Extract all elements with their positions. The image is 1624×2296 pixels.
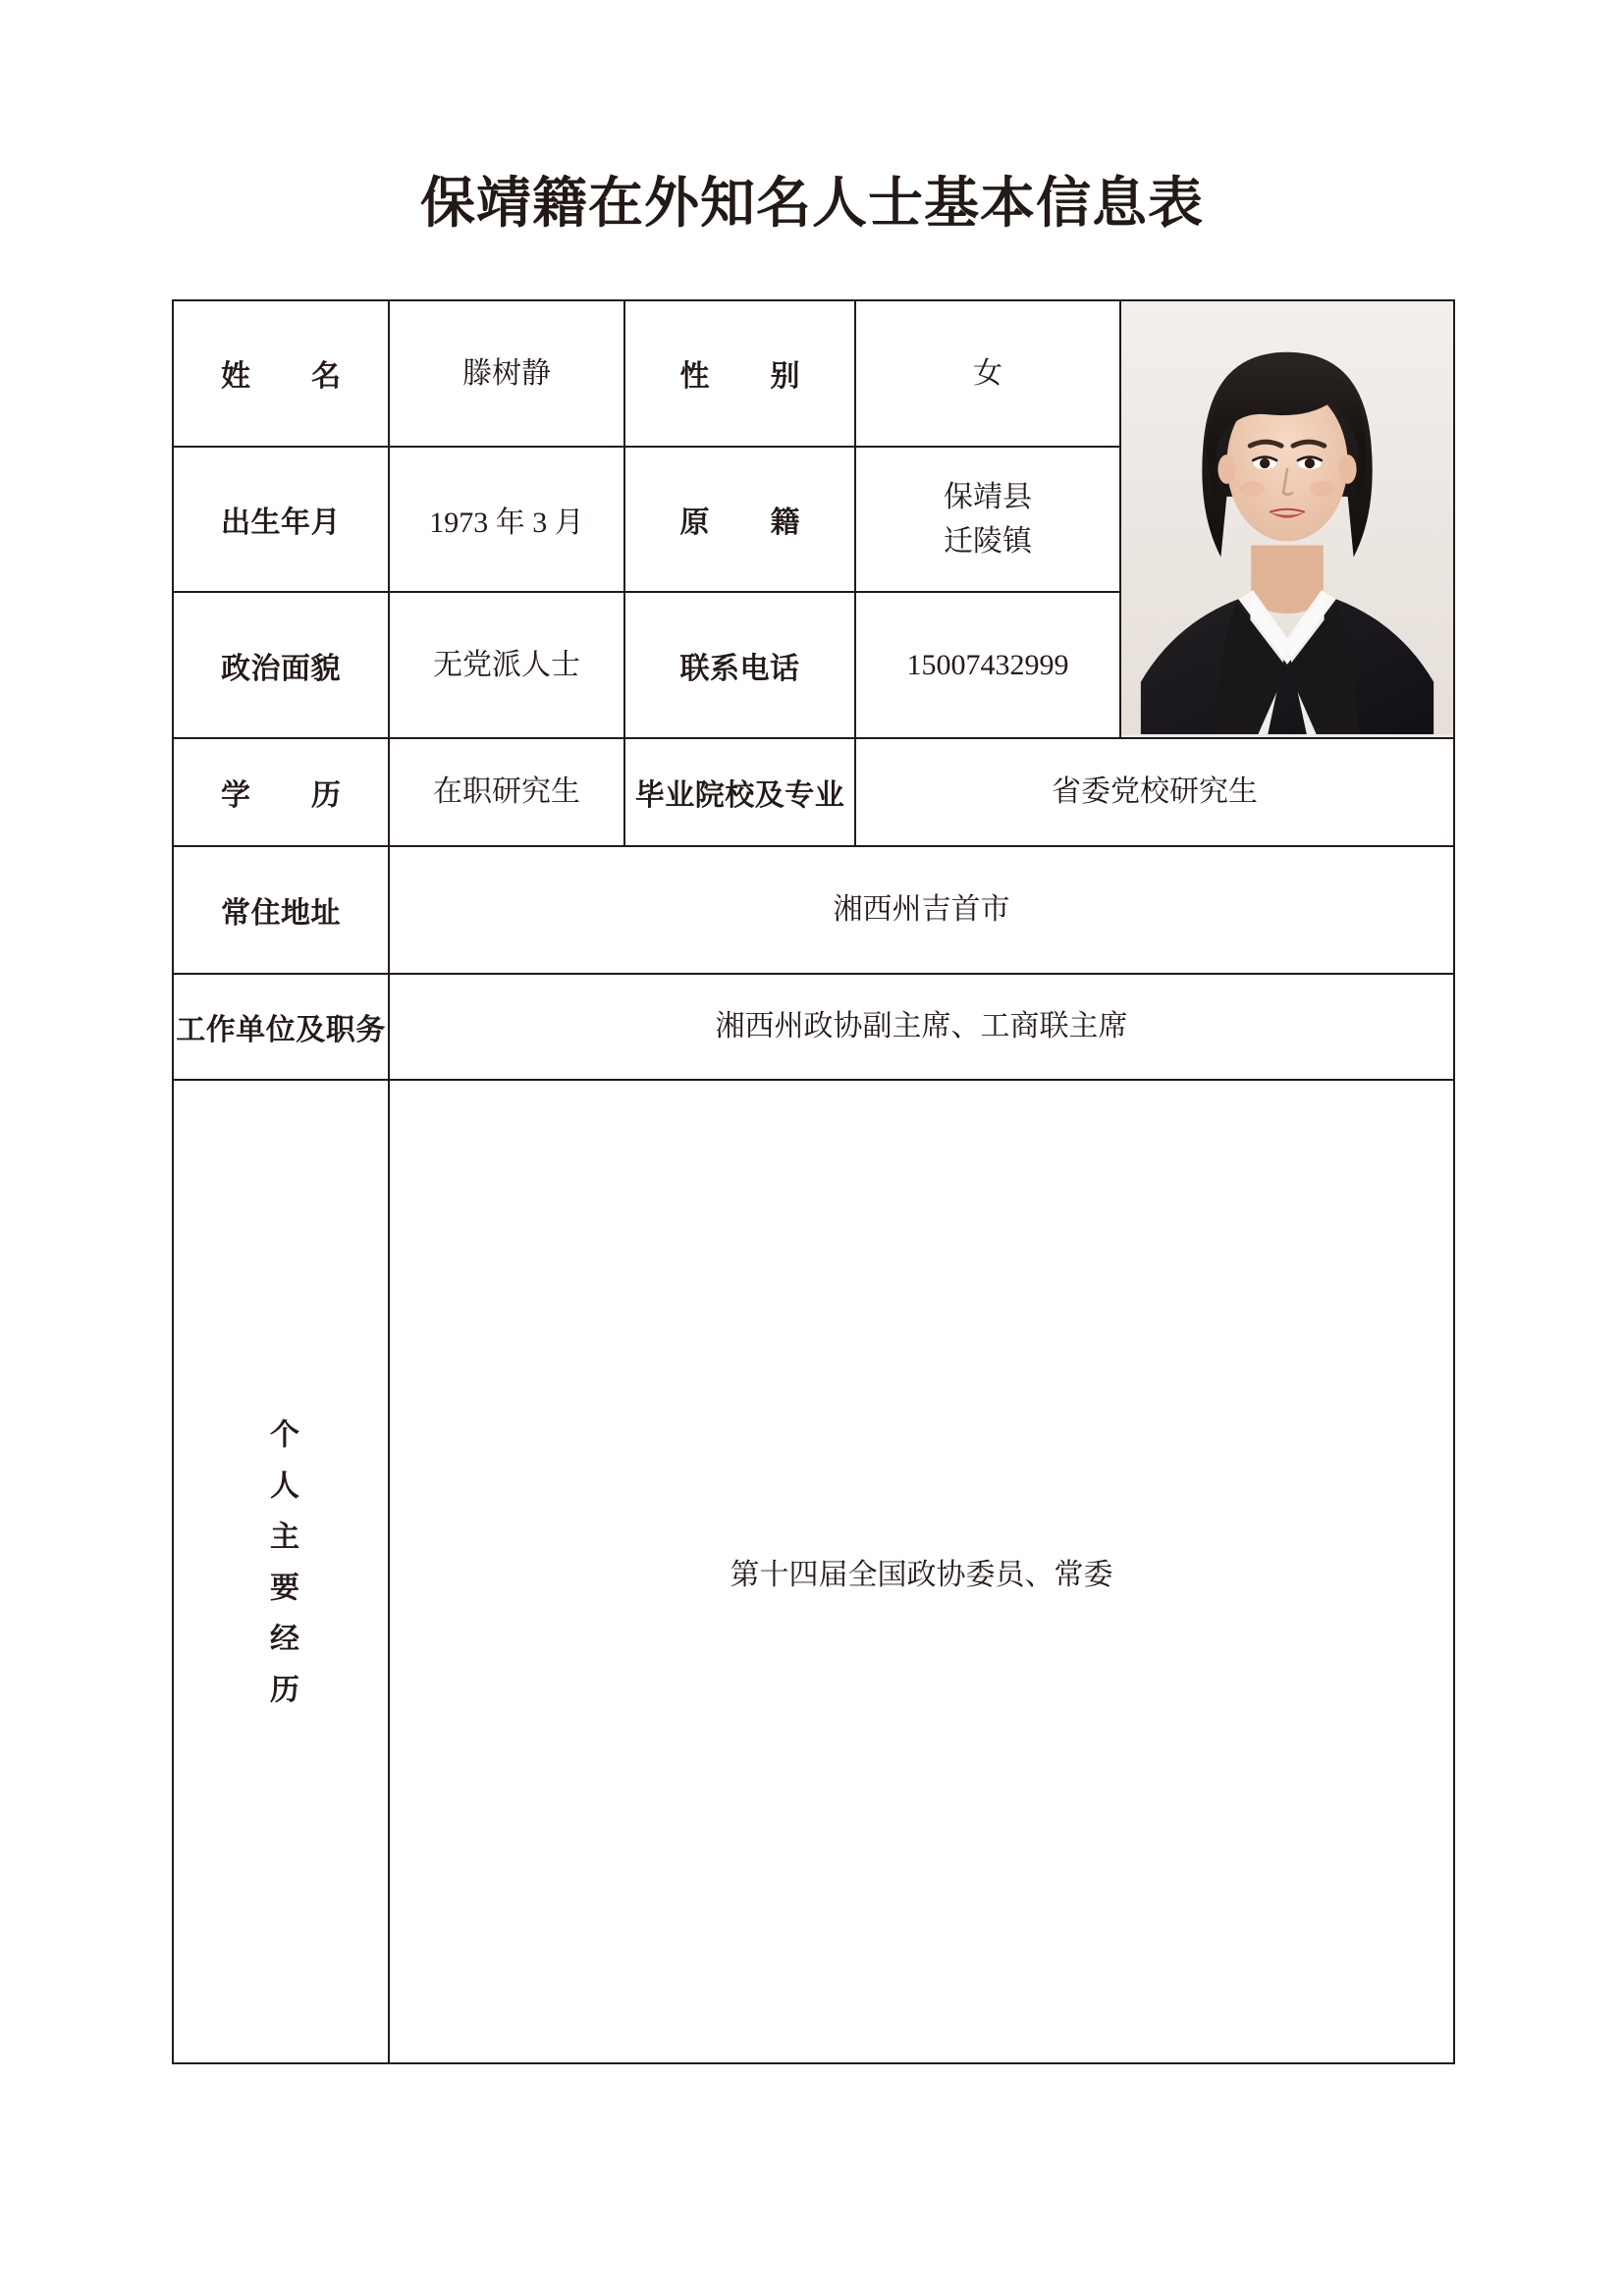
value-political-status: 无党派人士	[389, 592, 624, 738]
label-work-unit: 工作单位及职务	[173, 974, 389, 1080]
value-name: 滕树静	[389, 300, 624, 447]
value-work-unit: 湘西州政协副主席、工商联主席	[389, 974, 1454, 1080]
table-row-work	[173, 974, 1454, 1080]
label-phone: 联系电话	[624, 592, 855, 738]
portrait-photo	[1121, 301, 1453, 737]
portrait-illustration	[1121, 301, 1453, 734]
table-row-address	[173, 846, 1454, 974]
label-gender: 性 别	[624, 300, 855, 447]
label-experience: 个人主要经历	[265, 1418, 298, 1725]
label-experience-wrapper	[174, 1081, 388, 2062]
label-experience-cell	[173, 1080, 389, 2063]
photo-cell	[1120, 300, 1454, 738]
label-birth-date: 出生年月	[173, 447, 389, 593]
personal-info-table	[172, 299, 1455, 2064]
value-school-major: 省委党校研究生	[855, 738, 1454, 846]
value-native-place	[855, 447, 1120, 593]
value-education: 在职研究生	[389, 738, 624, 846]
label-name: 姓 名	[173, 300, 389, 447]
label-native-place: 原 籍	[624, 447, 855, 593]
native-place-line-2: 迁陵镇	[944, 524, 1032, 558]
value-experience-cell	[389, 1080, 1454, 2063]
table-row-education	[173, 738, 1454, 846]
label-school-major: 毕业院校及专业	[624, 738, 855, 846]
label-education: 学 历	[173, 738, 389, 846]
value-gender: 女	[855, 300, 1120, 447]
value-birth-date: 1973 年 3 月	[389, 447, 624, 593]
table-row-name	[173, 300, 1454, 447]
value-phone: 15007432999	[855, 592, 1120, 738]
label-political-status: 政治面貌	[173, 592, 389, 738]
value-experience: 第十四届全国政协委员、常委	[730, 1559, 1113, 1591]
value-address: 湘西州吉首市	[389, 846, 1454, 974]
native-place-line-1: 保靖县	[944, 480, 1032, 513]
page-title: 保靖籍在外知名人士基本信息表	[420, 174, 1204, 235]
label-address: 常住地址	[173, 846, 389, 974]
table-row-experience	[173, 1080, 1454, 2063]
